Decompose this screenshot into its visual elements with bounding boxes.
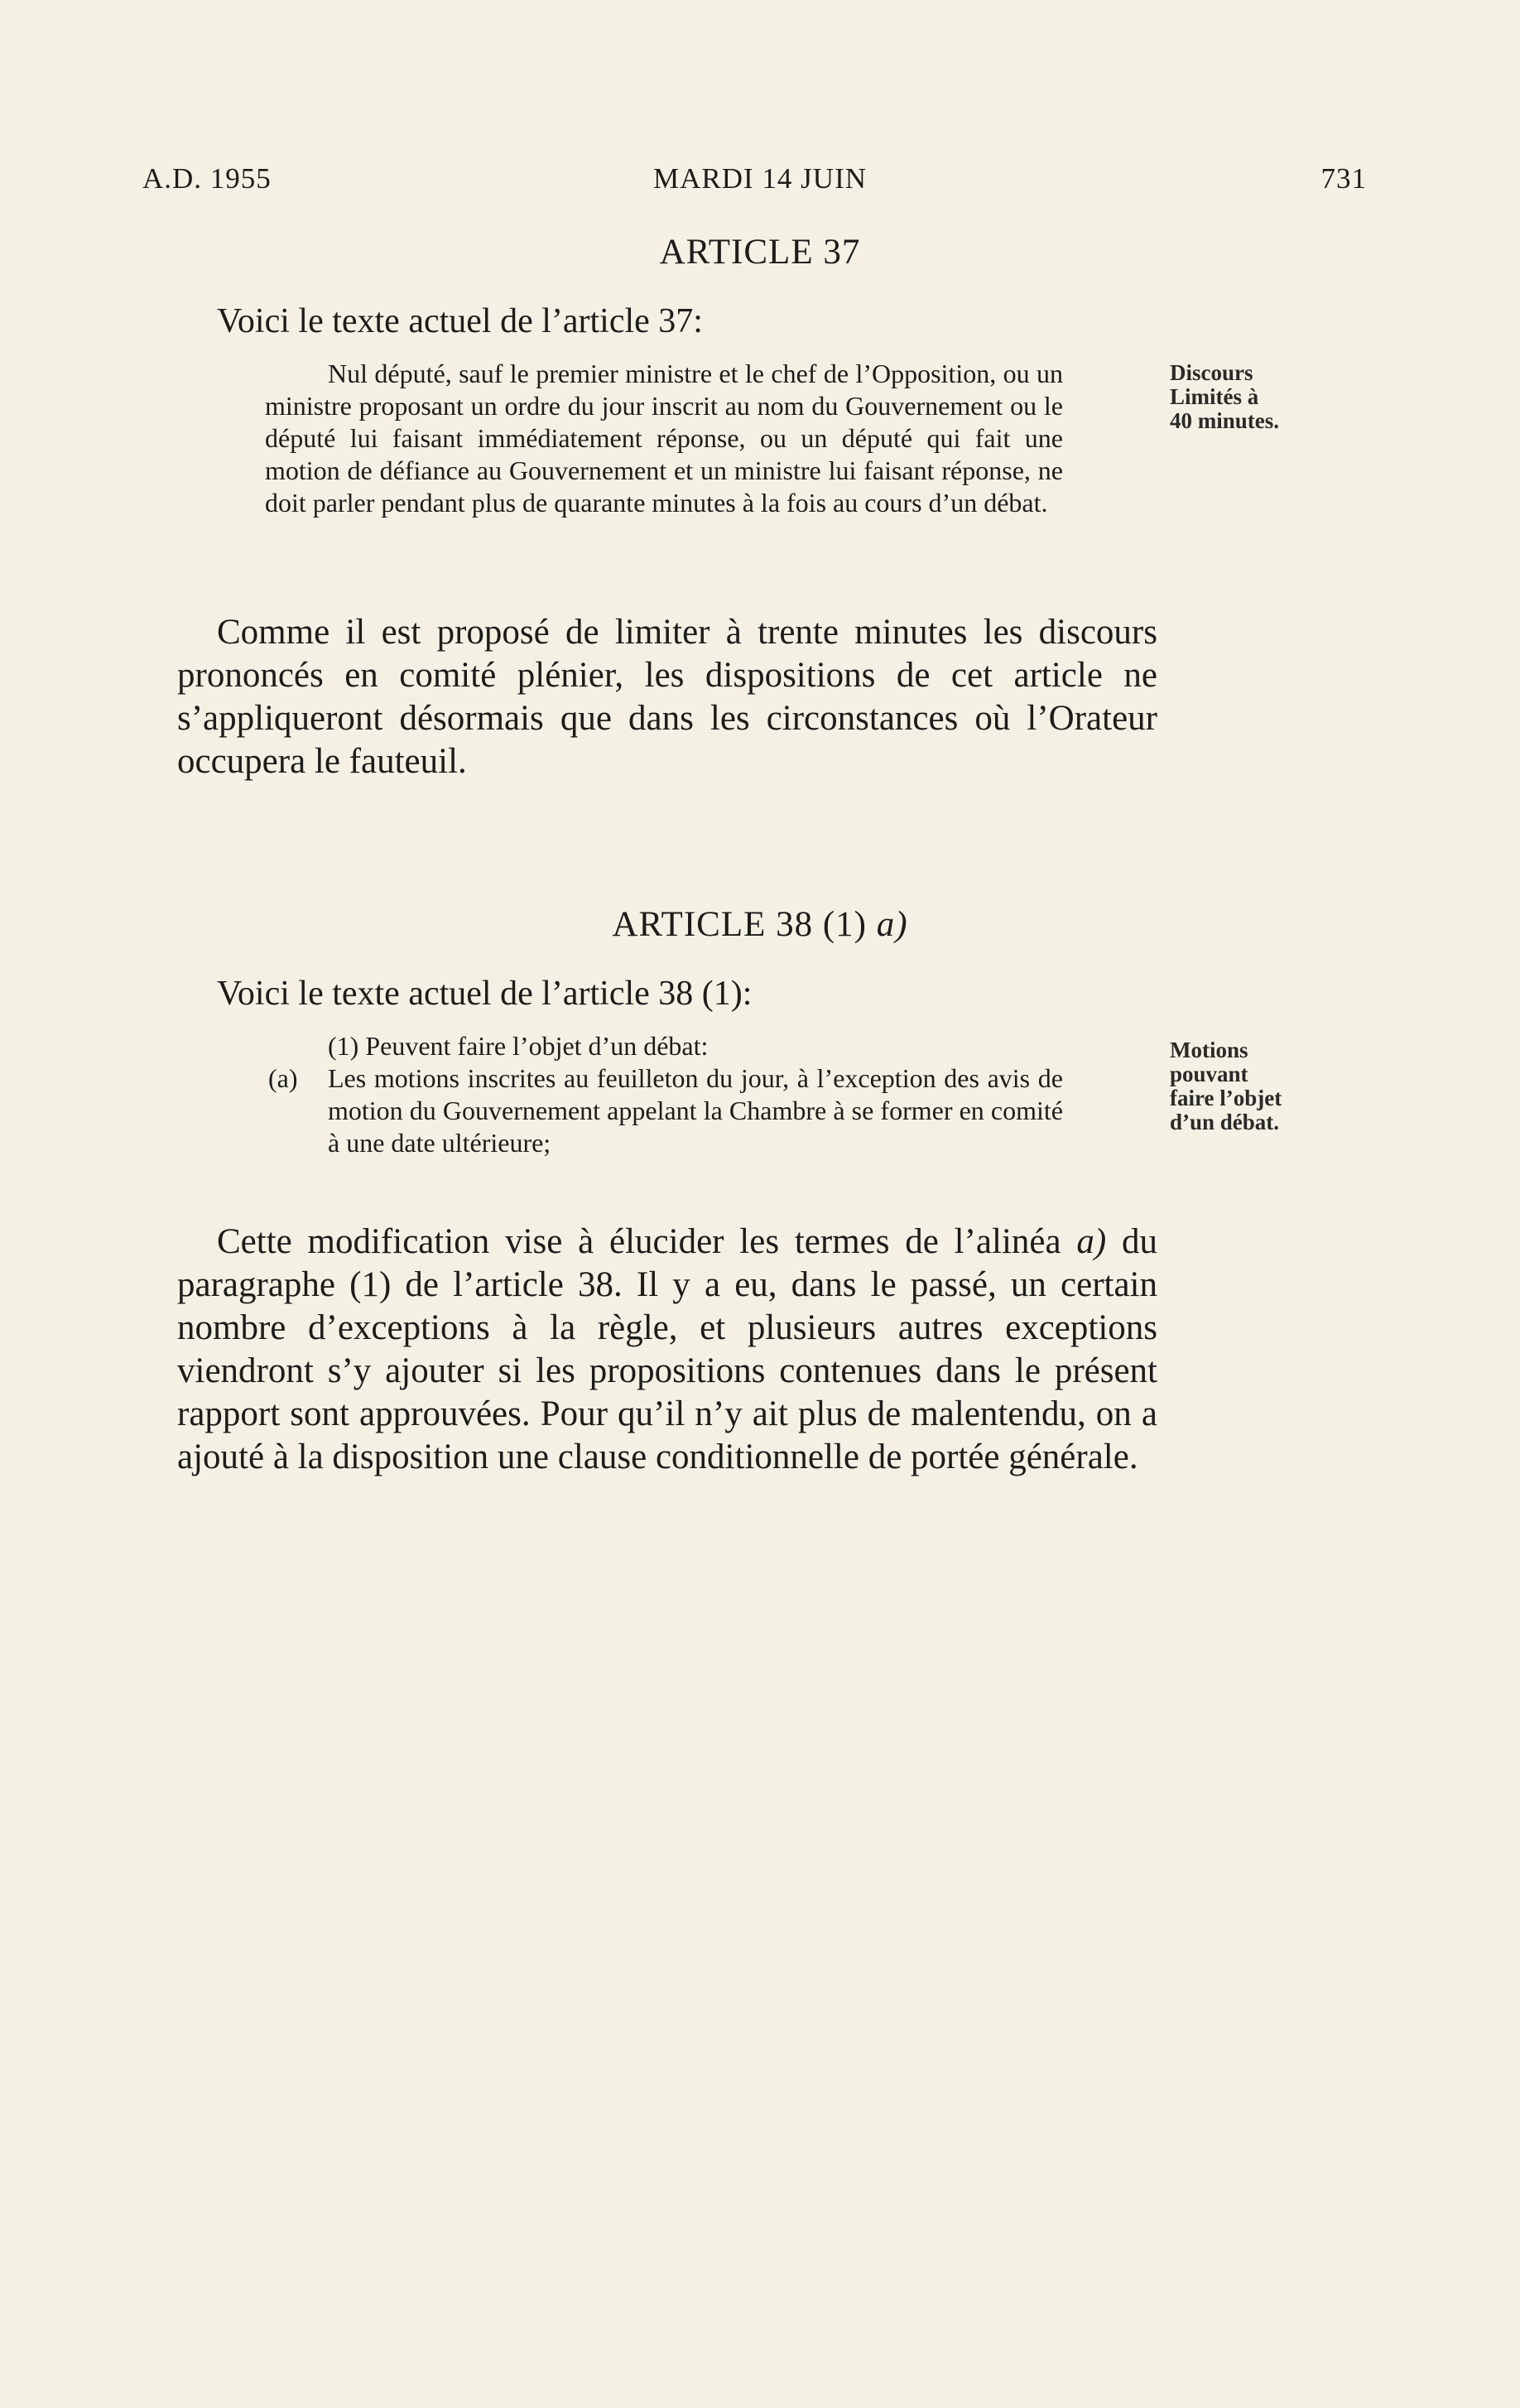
article-38-quote-line: (1) Peuvent faire l’objet d’un débat: — [328, 1031, 709, 1061]
commentary-italic: a) — [1076, 1222, 1107, 1261]
commentary-part: Cette modification vise à élucider les termes de l’alinéa — [217, 1222, 1077, 1261]
marginal-note-line: Limités à — [1170, 384, 1259, 409]
marginal-note-line: d’un débat. — [1170, 1110, 1280, 1134]
article-38-item-text: Les motions inscrites au feuilleton du jour, à l’exception des avis de motion du Gouvernement appelant la Chambre à se former en comité à une date ultérieure; — [328, 1063, 1063, 1158]
header-year: A.D. 1955 — [142, 162, 272, 195]
article-38-quote-item — [265, 1062, 1063, 1159]
article-38-intro: Voici le texte actuel de l’article 38 (1): — [217, 975, 753, 1013]
article-37-marginal-note — [1170, 361, 1335, 433]
article-38-quote — [265, 1030, 1063, 1159]
marginal-note-line: Discours — [1170, 360, 1253, 385]
article-38-marginal-note — [1170, 1038, 1335, 1134]
page-number: 731 — [1320, 162, 1367, 195]
header-date: MARDI 14 JUIN — [653, 162, 867, 195]
article-38-heading-italic: a) — [876, 905, 908, 944]
article-38-item-mark: (a) — [268, 1063, 298, 1093]
article-38-commentary — [177, 1221, 1157, 1479]
marginal-note-line: faire l’objet — [1170, 1086, 1282, 1110]
article-37-quote — [265, 358, 1063, 519]
article-38-heading-text: ARTICLE 38 (1) — [612, 905, 877, 944]
article-37-commentary — [177, 611, 1157, 783]
marginal-note-line: Motions — [1170, 1038, 1248, 1062]
article-38-heading — [0, 904, 1520, 945]
marginal-note-line: pouvant — [1170, 1062, 1248, 1086]
article-38-commentary-text — [177, 1221, 1157, 1479]
article-37-commentary-text: Comme il est proposé de limiter à trente minutes les discours prononcés en comité plénier, les dispositions de cet article ne s’appliqueront désormais que dans les circonstances où l’Orateur occupera le fauteuil. — [177, 613, 1157, 781]
commentary-part: du paragraphe (1) de l’article 38. Il y a eu, dans le passé, un certain nombre d’exceptions à la règle, et plusieurs autres exceptions viendront s’y ajouter si les propositions contenues dans le présent rapport sont approuvées. Pour qu’il n’y ait plus de malentendu, on a ajouté à la disposition une clause conditionnelle de portée générale. — [177, 1222, 1158, 1476]
article-37-heading: ARTICLE 37 — [659, 233, 861, 272]
marginal-note-line: 40 minutes. — [1170, 408, 1280, 433]
article-37-intro: Voici le texte actuel de l’article 37: — [217, 302, 703, 340]
article-37-quote-text: Nul député, sauf le premier ministre et le chef de l’Opposition, ou un ministre proposant un ordre du jour inscrit au nom du Gouvernement ou le député lui faisant immédiatement réponse, ou un député qui fait une motion de défiance au Gouvernement et un ministre lui faisant réponse, ne doit parler pendant plus de quarante minutes à la fois au cours d’un débat. — [265, 359, 1063, 518]
